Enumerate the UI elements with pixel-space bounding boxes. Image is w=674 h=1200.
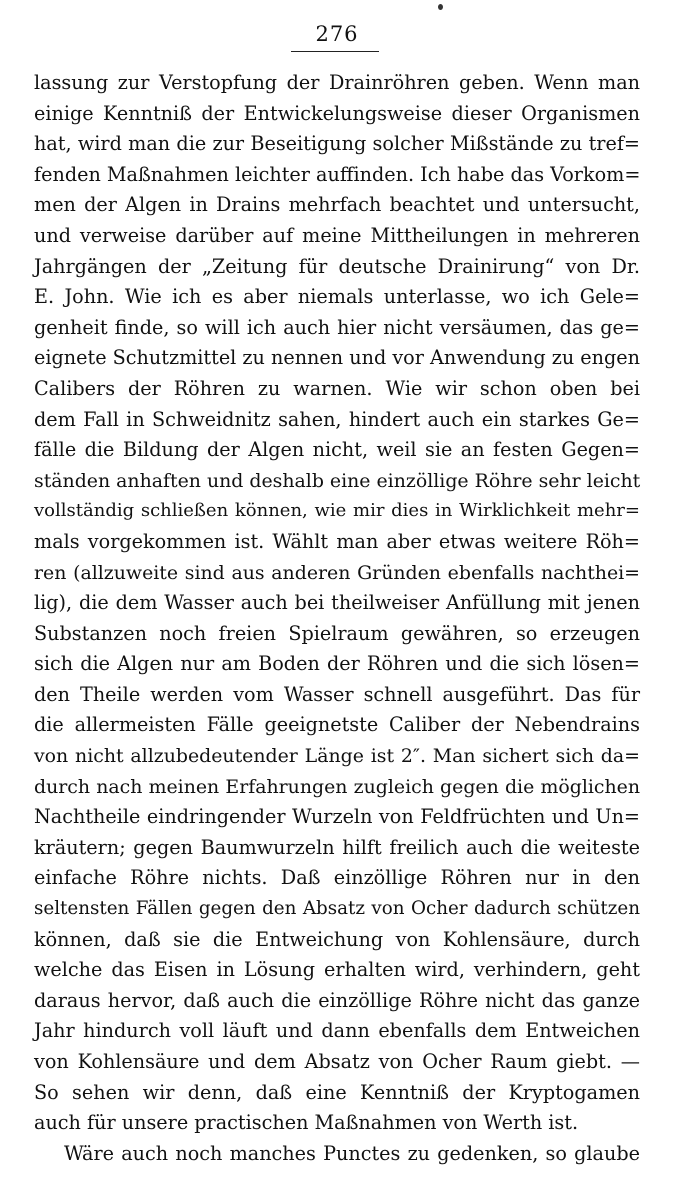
text-line: ren (allzuweite sind aus anderen Gründen ebenfalls nachthei=: [34, 561, 640, 584]
text-line: Substanzen noch freien Spielraum gewähren, so erzeugen: [34, 621, 640, 645]
text-line: können, daß sie die Entweichung von Kohlensäure, durch: [34, 927, 640, 951]
text-line: hat, wird man die zur Beseitigung solcher Mißstände zu tref=: [34, 132, 640, 156]
text-line: von nicht allzubedeutender Länge ist 2″. Man sichert sich da=: [34, 745, 640, 768]
text-line: welche das Eisen in Lösung erhalten wird, verhindern, geht: [34, 958, 640, 982]
text-line: kräutern; gegen Baumwurzeln hilft freilich auch die weiteste: [34, 835, 640, 859]
text-line: fenden Maßnahmen leichter auffinden. Ich habe das Vorkom=: [34, 162, 641, 186]
text-line: auch für unsere practischen Maßnahmen von Werth ist.: [34, 1111, 579, 1135]
text-line: eignete Schutzmittel zu nennen und vor Anwendung zu engen: [34, 346, 640, 370]
text-line: E. John. Wie ich es aber niemals unterlasse, wo ich Gele=: [34, 285, 640, 309]
text-line: den Theile werden vom Wasser schnell ausgeführt. Das für: [34, 682, 640, 706]
text-line: einige Kenntniß der Entwickelungsweise dieser Organismen: [34, 101, 640, 125]
text-line: genheit finde, so will ich auch hier nicht versäumen, das ge=: [34, 315, 640, 339]
text-line: So sehen wir denn, daß eine Kenntniß der Kryptogamen: [34, 1080, 640, 1104]
text-line: daraus hervor, daß auch die einzöllige Röhre nicht das ganze: [34, 988, 640, 1012]
text-line: Jahrgängen der „Zeitung für deutsche Drainirung“ von Dr.: [34, 254, 640, 278]
text-line: die allermeisten Fälle geeignetste Caliber der Nebendrains: [34, 713, 640, 737]
text-line: sich die Algen nur am Boden der Röhren und die sich lösen=: [34, 652, 640, 676]
text-line: ständen anhaften und deshalb eine einzöllige Röhre sehr leicht: [34, 469, 641, 492]
text-line: von Kohlensäure und dem Absatz von Ocher Raum giebt. —: [34, 1050, 640, 1073]
text-line: fälle die Bildung der Algen nicht, weil sie an festen Gegen=: [34, 438, 640, 462]
text-line: seltensten Fällen gegen den Absatz von Ocher dadurch schützen: [34, 898, 640, 920]
text-line: und verweise darüber auf meine Mittheilungen in mehreren: [34, 223, 640, 247]
text-line: vollständig schließen können, wie mir dies in Wirklichkeit mehr=: [34, 500, 640, 522]
text-line: Jahr hindurch voll läuft und dann ebenfalls dem Entweichen: [34, 1019, 640, 1043]
text-line: dem Fall in Schweidnitz sahen, hindert auch ein starkes Ge=: [34, 407, 640, 431]
text-line: lassung zur Verstopfung der Drainröhren geben. Wenn man: [34, 71, 640, 94]
header-rule: [291, 51, 379, 52]
text-line: mals vorgekommen ist. Wählt man aber etwas weitere Röh=: [34, 529, 640, 553]
text-line: lig), die dem Wasser auch bei theilweiser Anfüllung mit jenen: [34, 591, 640, 615]
text-line: Calibers der Röhren zu warnen. Wie wir schon oben bei: [34, 376, 640, 400]
text-line: Nachtheile eindringender Wurzeln von Feldfrüchten und Un=: [34, 805, 640, 829]
page-number: 276: [315, 22, 359, 46]
ink-speck: [438, 4, 443, 10]
text-line: einfache Röhre nichts. Daß einzöllige Röhren nur in den: [34, 866, 640, 890]
text-line: durch nach meinen Erfahrungen zugleich gegen die möglichen: [34, 775, 640, 798]
text-line: Wäre auch noch manches Punctes zu gedenken, so glaube: [64, 1141, 640, 1165]
body-text: [34, 68, 640, 1169]
text-line: men der Algen in Drains mehrfach beachtet und untersucht,: [34, 193, 640, 217]
